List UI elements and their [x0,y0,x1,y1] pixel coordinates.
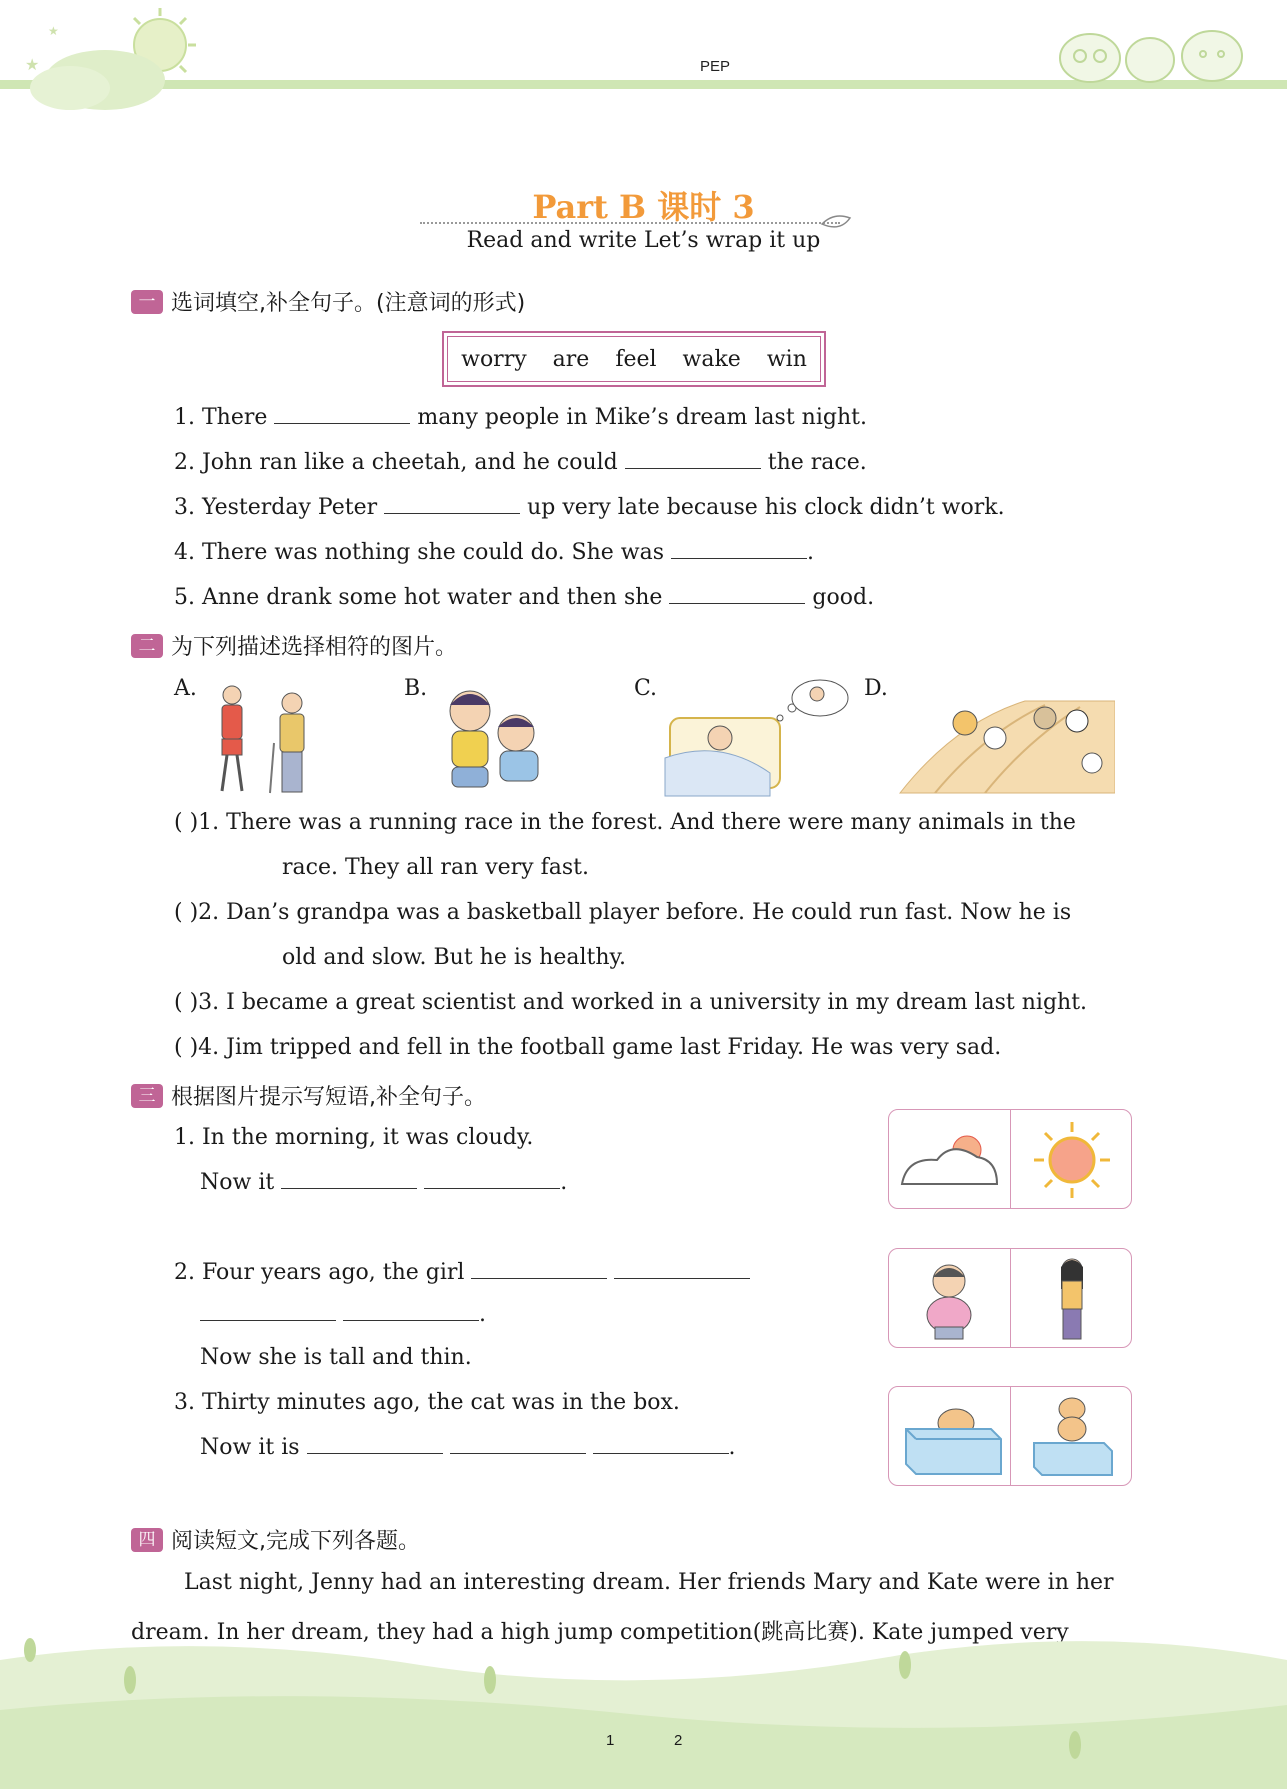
cat-picture-box [888,1386,1132,1486]
fill-in-item-4 [174,540,814,565]
item-text: 3. I became a great scientist and worked in a university in my dream last night. [198,990,1088,1015]
fill-in-item-3 [174,495,1005,520]
item-text: . [807,540,815,565]
answer-blank[interactable] [593,1435,729,1454]
page-number-left: 1 [606,1732,615,1749]
match-item-1 [174,810,1076,835]
section-4-title: 阅读短文,完成下列各题。 [171,1529,420,1554]
fill-in-item-2 [174,450,867,475]
answer-blank[interactable] [471,1260,607,1279]
cat-in-box-image [901,1399,1006,1479]
section-1-title: 选词填空,补全句子。(注意词的形式) [171,291,526,316]
picture-label-d: D. [864,676,888,701]
match-item-4 [174,1035,1001,1060]
word-bank-item: feel [615,346,657,372]
answer-parentheses[interactable]: ( ) [174,1035,199,1060]
answer-blank[interactable] [307,1435,443,1454]
word-bank [442,331,826,387]
section-4-badge: 四 [131,1528,163,1552]
item-text: 5. Anne drank some hot water and then she [174,585,670,610]
section-2-title: 为下列描述选择相符的图片。 [171,635,458,660]
phrase-item-2-note: Now she is tall and thin. [200,1345,472,1370]
item-text: 2. Dan’s grandpa was a basketball player before. He could run fast. Now he is [198,900,1072,925]
section-3-heading [131,1080,486,1111]
svg-text:★: ★ [25,55,40,74]
animal-faces-decoration [1055,20,1255,85]
match-item-3 [174,990,1087,1015]
picture-label-a: A. [174,676,197,701]
word-bank-item: win [766,346,807,372]
answer-parentheses[interactable]: ( ) [174,810,199,835]
item-text: 4. There was nothing she could do. She was [174,540,672,565]
phrase-item-3-answer: Now it is . [200,1435,736,1460]
answer-blank[interactable] [343,1302,479,1321]
picture-divider [1010,1110,1011,1208]
phrase-item-2 [174,1260,750,1285]
phrase-item-1: 1. In the morning, it was cloudy. [174,1125,534,1150]
word-bank-item: worry [461,346,527,372]
cat-on-box-image [1024,1393,1119,1479]
answer-blank[interactable] [625,450,761,469]
answer-blank[interactable] [424,1170,560,1189]
weather-picture-box [888,1109,1132,1209]
answer-parentheses[interactable]: ( ) [174,900,199,925]
basketball-player-and-grandpa-image [200,683,320,798]
word-bank-item: are [552,346,590,372]
tall-thin-girl-image [1047,1255,1097,1345]
section-1-heading [131,286,525,317]
item-text: good. [805,585,875,610]
fill-in-item-1 [174,405,867,430]
series-label: PEP [700,58,731,75]
item-text: 3. Yesterday Peter [174,495,385,520]
picture-label-c: C. [634,676,658,701]
reading-passage-line-1: Last night, Jenny had an interesting dream. Her friends Mary and Kate were in her [184,1570,1114,1595]
page-number-right: 2 [674,1732,683,1749]
cloud-sun-image [897,1122,1007,1202]
item-text: Now it [200,1170,275,1195]
girl-picture-box [888,1248,1132,1348]
section-3-badge: 三 [131,1084,163,1108]
match-item-1-cont: race. They all ran very fast. [282,855,589,880]
answer-blank[interactable] [200,1302,336,1321]
answer-blank[interactable] [671,540,807,559]
item-text: Now it is [200,1435,300,1460]
sun-cloud-decoration [0,0,200,120]
word-bank-item: wake [682,346,741,372]
section-1-badge: 一 [131,290,163,314]
answer-blank[interactable] [384,495,520,514]
footer-landscape [0,1620,1287,1789]
match-item-2 [174,900,1071,925]
svg-text:★: ★ [48,24,59,38]
reading-passage-line-2: dream. In her dream, they had a high jump competition(跳高比赛). Kate jumped very [131,1620,1069,1645]
item-text: 2. Four years ago, the girl [174,1260,465,1285]
picture-divider [1010,1249,1011,1347]
item-text: 2. John ran like a cheetah, and he could [174,450,625,475]
item-text: the race. [760,450,867,475]
picture-divider [1010,1387,1011,1485]
answer-blank[interactable] [274,405,410,424]
item-text: up very late because his clock didn’t work. [520,495,1005,520]
answer-blank[interactable] [669,585,805,604]
item-text: 1. There was a running race in the forest. And there were many animals in the [198,810,1076,835]
boys-hurt-knee-image [430,683,570,798]
answer-blank[interactable] [450,1435,586,1454]
page-subtitle: Read and write Let’s wrap it up [466,228,821,253]
fill-in-item-5 [174,585,874,610]
picture-label-b: B. [404,676,428,701]
phrase-item-1-answer: Now it . [200,1170,568,1195]
short-fat-girl-image [919,1259,979,1343]
sun-image [1027,1118,1117,1202]
section-4-heading [131,1524,420,1555]
phrase-item-3: 3. Thirty minutes ago, the cat was in the box. [174,1390,680,1415]
section-2-badge: 二 [131,634,163,658]
boy-dreaming-in-bed-image [660,678,850,798]
answer-parentheses[interactable]: ( ) [174,990,199,1015]
item-text: 1. There [174,405,275,430]
phrase-item-2-answer: . [200,1302,486,1327]
animal-race-image [895,683,1115,798]
answer-blank[interactable] [281,1170,417,1189]
match-item-2-cont: old and slow. But he is healthy. [282,945,627,970]
title-divider [420,222,840,224]
page-title: Part B 课时 3 [532,188,755,226]
item-text: many people in Mike’s dream last night. [410,405,867,430]
section-2-heading [131,630,457,661]
answer-blank[interactable] [614,1260,750,1279]
item-text: 4. Jim tripped and fell in the football game last Friday. He was very sad. [198,1035,1002,1060]
section-3-title: 根据图片提示写短语,补全句子。 [171,1085,486,1110]
